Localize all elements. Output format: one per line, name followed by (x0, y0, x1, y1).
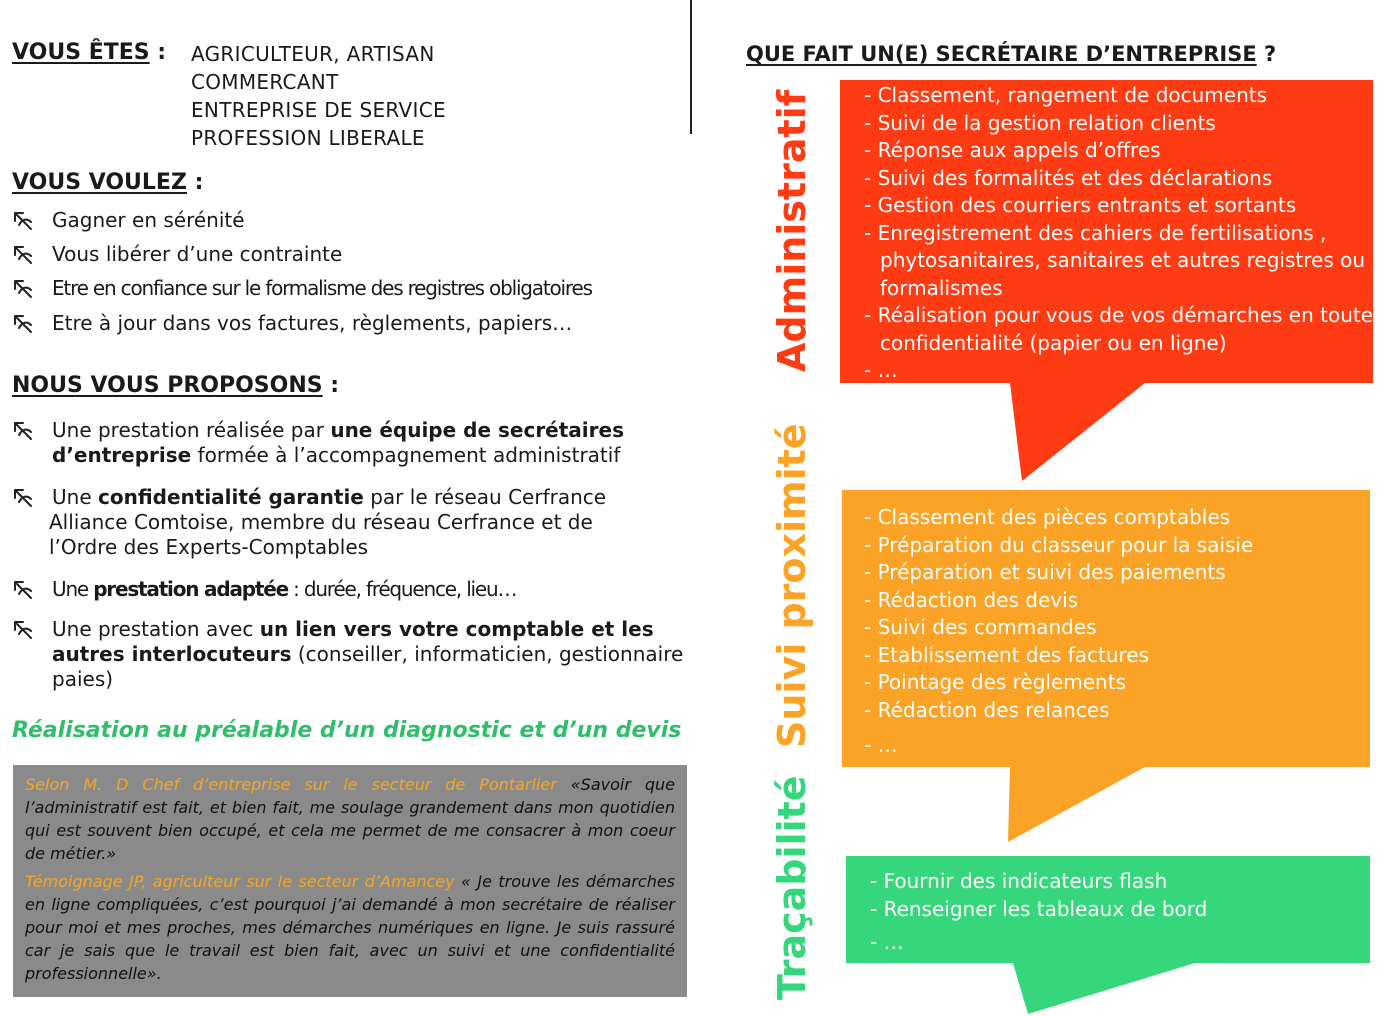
list-item: - Rédaction des relances (864, 697, 1110, 722)
tracabilite-list (870, 868, 1207, 957)
list-item: - Réalisation pour vous de vos démarches en toute (864, 303, 1374, 327)
vous-etes-heading: VOUS ÊTES : (12, 40, 167, 65)
section-label-suivi-proximite: Suivi proximité (770, 423, 814, 748)
list-item: - Suivi de la gestion relation clients (864, 110, 1216, 135)
testimonial: Selon M. D Chef d’entreprise sur le secteur de Pontarlier «Savoir que l’administratif est fait, et bien fait, me soulage grandement dans mon quotidien qui est souvent bien occupé, et cela me permet de me consacrer à mon coeur de métier.» (25, 775, 675, 863)
list-item: - … (864, 733, 898, 757)
list-item: - … (870, 930, 904, 954)
vous-etes-line: COMMERCANT (191, 70, 339, 94)
right-title: QUE FAIT UN(E) SECRÉTAIRE D’ENTREPRISE ? (746, 42, 1277, 66)
list-item: - Gestion des courriers entrants et sortants (864, 193, 1297, 217)
list-item: - Classement, rangement de documents (864, 83, 1268, 107)
section-label-administratif: Administratif (770, 89, 814, 372)
vous-etes-line: ENTREPRISE DE SERVICE (191, 98, 446, 122)
list-item: - Etablissement des factures (864, 642, 1150, 667)
vous-voulez-heading: VOUS VOULEZ : (12, 170, 204, 195)
list-item: - Classement des pièces comptables (864, 505, 1231, 529)
list-item: - Préparation et suivi des paiements (864, 560, 1226, 584)
list-item: - Suivi des formalités et des déclarations (864, 165, 1273, 190)
vous-etes-line: AGRICULTEUR, ARTISAN (191, 42, 435, 66)
list-item: Etre à jour dans vos factures, règlements, papiers… (52, 311, 573, 335)
diagnostic-note: Réalisation au préalable d’un diagnostic et d’un devis (12, 718, 682, 743)
list-item: - Renseigner les tableaux de bord (870, 896, 1208, 921)
list-item: Gagner en sérénité (52, 208, 245, 232)
nous-proposons-heading: NOUS VOUS PROPOSONS : (12, 373, 340, 398)
list-item: - Suivi des commandes (864, 615, 1097, 639)
list-item: - Enregistrement des cahiers de fertilisations , (864, 220, 1327, 245)
list-item: - Réponse aux appels d’offres (864, 138, 1161, 162)
testimonial: Témoignage JP, agriculteur sur le secteur d’Amancey « Je trouve les démarches en ligne compliquées, c’est pourquoi j’ai demandé à mon secrétaire de réaliser pour moi et mes proches, mes démarches numériques en ligne. Je suis rassuré car je sais que le travail est bien fait, avec un suivi et une confidentialité professionnelle». (25, 872, 676, 983)
proposal-item: Une prestation réalisée par une équipe de secrétaires d’entreprise formée à l’accompagnement administratif (52, 418, 624, 467)
proposal-item: Une confidentialité garantie par le réseau Cerfrance Alliance Comtoise, membre du réseau Cerfrance et de l’Ordre des Experts-Comptables (49, 485, 607, 559)
section-label-tracabilite: Traçabilité (770, 775, 814, 1000)
list-item: - Fournir des indicateurs flash (870, 869, 1168, 893)
list-item: - Rédaction des devis (864, 587, 1079, 612)
list-item: Etre en confiance sur le formalisme des registres obligatoires (52, 276, 592, 300)
list-item: confidentialité (papier ou en ligne) (880, 330, 1227, 355)
proposal-item: Une prestation avec un lien vers votre comptable et les autres interlocuteurs (conseiller, informaticien, gestionnaire paies) (52, 617, 684, 691)
list-item: phytosanitaires, sanitaires et autres registres ou (880, 248, 1366, 272)
vous-etes-line: PROFESSION LIBERALE (191, 126, 425, 150)
proposal-item: Une prestation adaptée : durée, fréquence, lieu… (52, 577, 517, 601)
list-item: - Préparation du classeur pour la saisie (864, 532, 1254, 557)
list-item: - Pointage des règlements (864, 670, 1126, 694)
list-item: Vous libérer d’une contrainte (52, 242, 343, 266)
list-item: - … (864, 358, 898, 382)
list-item: formalismes (880, 275, 1003, 300)
